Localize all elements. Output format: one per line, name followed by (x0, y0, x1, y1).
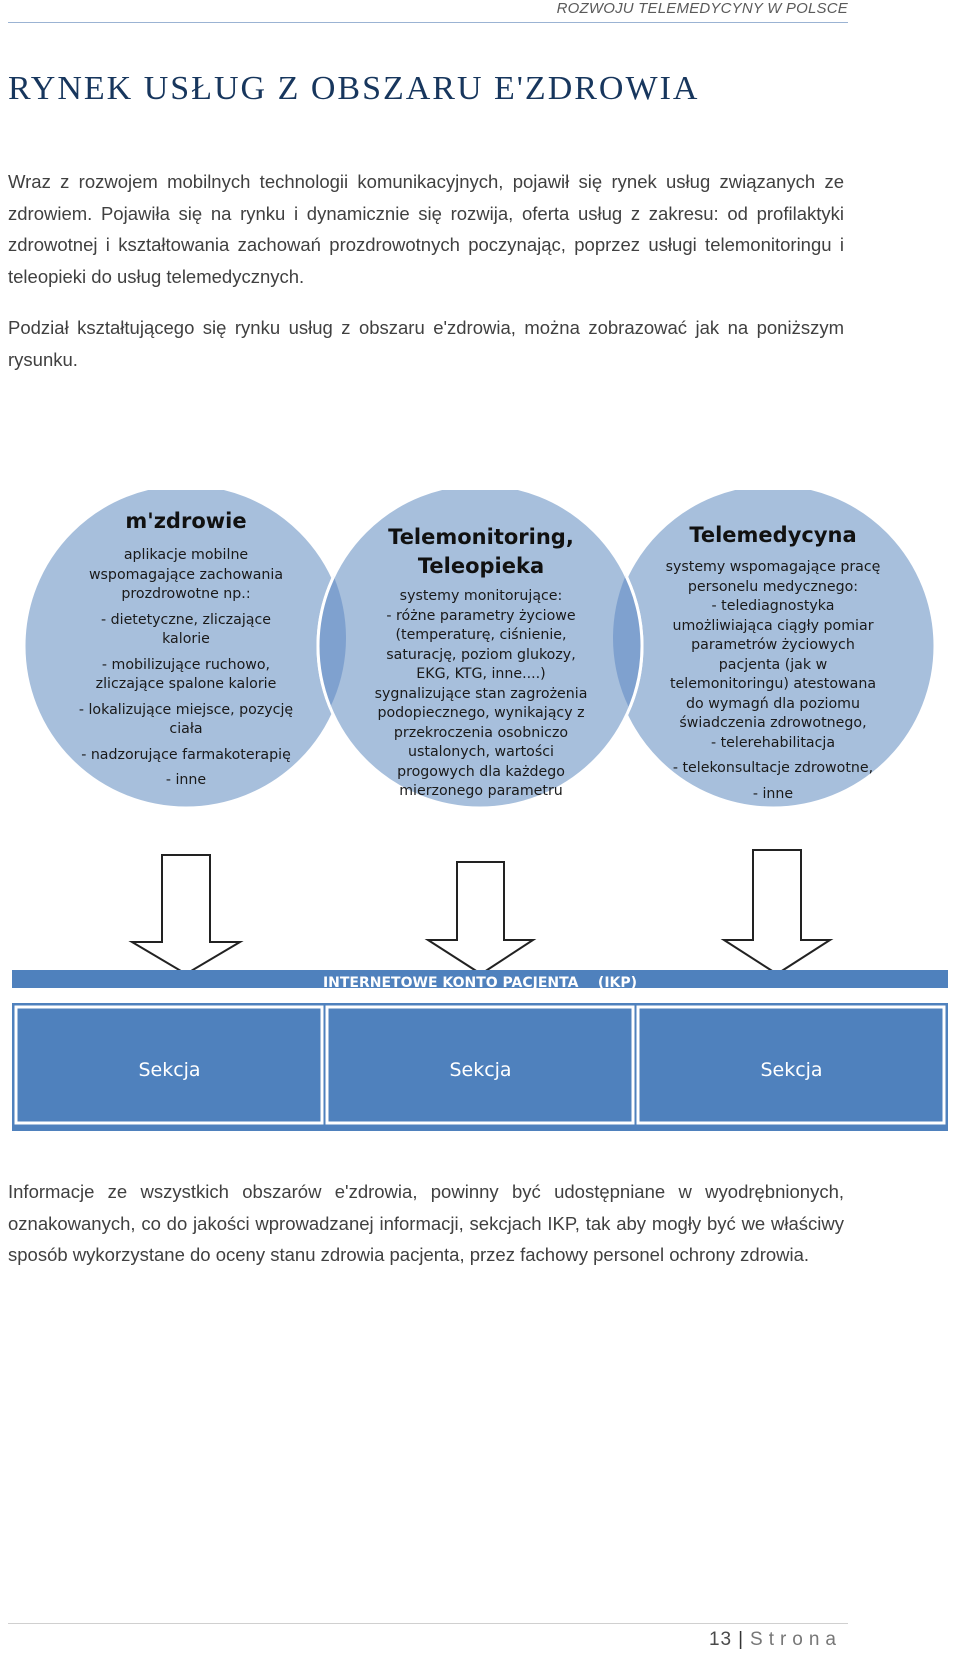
circle-2-line: personelu medycznego: (687, 578, 859, 595)
intro-paragraph: Wraz z rozwojem mobilnych technologii komunikacyjnych, pojawił się rynek usług związanych ze zdrowiem. Pojawiła się na rynku i dynamicznie się rozwija, oferta usług z zakresu: od profilaktyki zdrowotnej i kształtowania zachowań prozdrowotnych poczynając, poprzez usługi telemonitoringu i teleopieki do usług telemedycznych. (8, 171, 844, 287)
circle-1-line: podopiecznego, wynikający z (377, 705, 585, 721)
footer-separator: | (738, 1629, 745, 1650)
circle-0-line: - nadzorujące farmakoterapię (81, 746, 291, 763)
circle-1-line: saturację, poziom glukozy, (386, 646, 576, 663)
circle-1-line: progowych dla każdego (397, 763, 565, 780)
circle-1-line: ustalonych, wartości (408, 744, 554, 760)
circle-1-line: sygnalizujące stan zagrożenia (374, 685, 588, 702)
telemonitoring-title: Telemonitoring, Teleopieka (388, 525, 574, 578)
circle-2-line: - telekonsultacje zdrowotne, (672, 760, 874, 776)
circle-0-line: wspomagające zachowania (88, 566, 284, 583)
page-word: Strona (750, 1629, 842, 1650)
arrow-down-right (724, 850, 830, 974)
mzdrowie-title: m'zdrowie (125, 509, 247, 533)
circle-0-line: zliczające spalone kalorie (95, 676, 277, 692)
telemonitoring-text (355, 523, 607, 802)
circle-1-line: - różne parametry życiowe (386, 607, 576, 624)
circle-2-line: umożliwiająca ciągły pomiar (672, 617, 874, 634)
circle-0-line: kalorie (162, 631, 210, 647)
circle-1-line: przekroczenia osobniczo (393, 724, 569, 741)
telemedycyna-text (647, 521, 899, 804)
circle-2-line: parametrów życiowych (691, 637, 855, 653)
mzdrowie-text (60, 507, 312, 791)
section-label-1: Sekcja (138, 1059, 201, 1081)
running-header-text: ROZWOJU TELEMEDYCYNY W POLSCE (556, 0, 848, 17)
arrow-down-middle (428, 862, 533, 974)
circle-2-line: do wymagń dla poziomu (686, 695, 860, 712)
circle-0-line: - mobilizujące ruchowo, (101, 656, 271, 673)
circle-2-line: pacjenta (jak w (718, 656, 828, 673)
circle-1-line: (temperaturę, ciśnienie, (395, 627, 567, 643)
arrow-down-left (132, 855, 240, 974)
telemedycyna-lines (647, 558, 899, 804)
circle-0-line: ciała (169, 721, 203, 737)
section-label-2: Sekcja (449, 1059, 512, 1081)
circle-2-line: - telerehabilitacja (710, 734, 836, 751)
circle-2-line: - telediagnostyka (711, 598, 835, 614)
telemedycyna-title: Telemedycyna (689, 523, 857, 547)
circle-1-line: systemy monitorujące: (399, 588, 563, 604)
page-number: 13 (708, 1629, 733, 1650)
mzdrowie-lines (60, 546, 312, 791)
footer-divider (8, 1623, 848, 1624)
circle-2-line: systemy wspomagające pracę (665, 559, 881, 575)
division-paragraph: Podział kształtującego się rynku usług z obszaru e'zdrowia, można zobrazować jak na poniższym rysunku. (8, 317, 844, 370)
circle-0-line: - lokalizujące miejsce, pozycję (78, 701, 294, 718)
ikp-label: INTERNETOWE KONTO PACJENTA (IKP) (322, 975, 638, 991)
circle-0-line: - dietetyczne, zliczające (101, 611, 271, 628)
section-label-3: Sekcja (760, 1059, 823, 1081)
page-footer (709, 1629, 842, 1651)
circle-2-line: świadczenia zdrowotnego, (679, 715, 867, 731)
circle-2-line: - inne (752, 785, 794, 802)
closing-paragraph: Informacje ze wszystkich obszarów e'zdrowia, powinny być udostępniane w wyodrębnionych, oznakowanych, co do jakości wprowadzanej informacji, sekcjach IKP, tak aby mogły być we właściwy sposób wykorzystane do oceny stanu zdrowia pacjenta, przez fachowy personel ochrony zdrowia. (8, 1181, 844, 1265)
circle-1-line: EKG, KTG, inne....) (416, 666, 546, 682)
telemonitoring-lines (355, 587, 607, 802)
circle-1-line: mierzonego parametru (399, 783, 563, 799)
circle-0-line: prozdrowotne np.: (121, 586, 251, 602)
circle-0-line: aplikacje mobilne (123, 547, 249, 563)
circle-2-line: telemonitoringu) atestowana (669, 676, 877, 692)
section-title: RYNEK USŁUG Z OBSZARU E'ZDROWIA (8, 70, 700, 107)
circle-0-line: - inne (165, 772, 207, 788)
running-header (8, 0, 848, 23)
